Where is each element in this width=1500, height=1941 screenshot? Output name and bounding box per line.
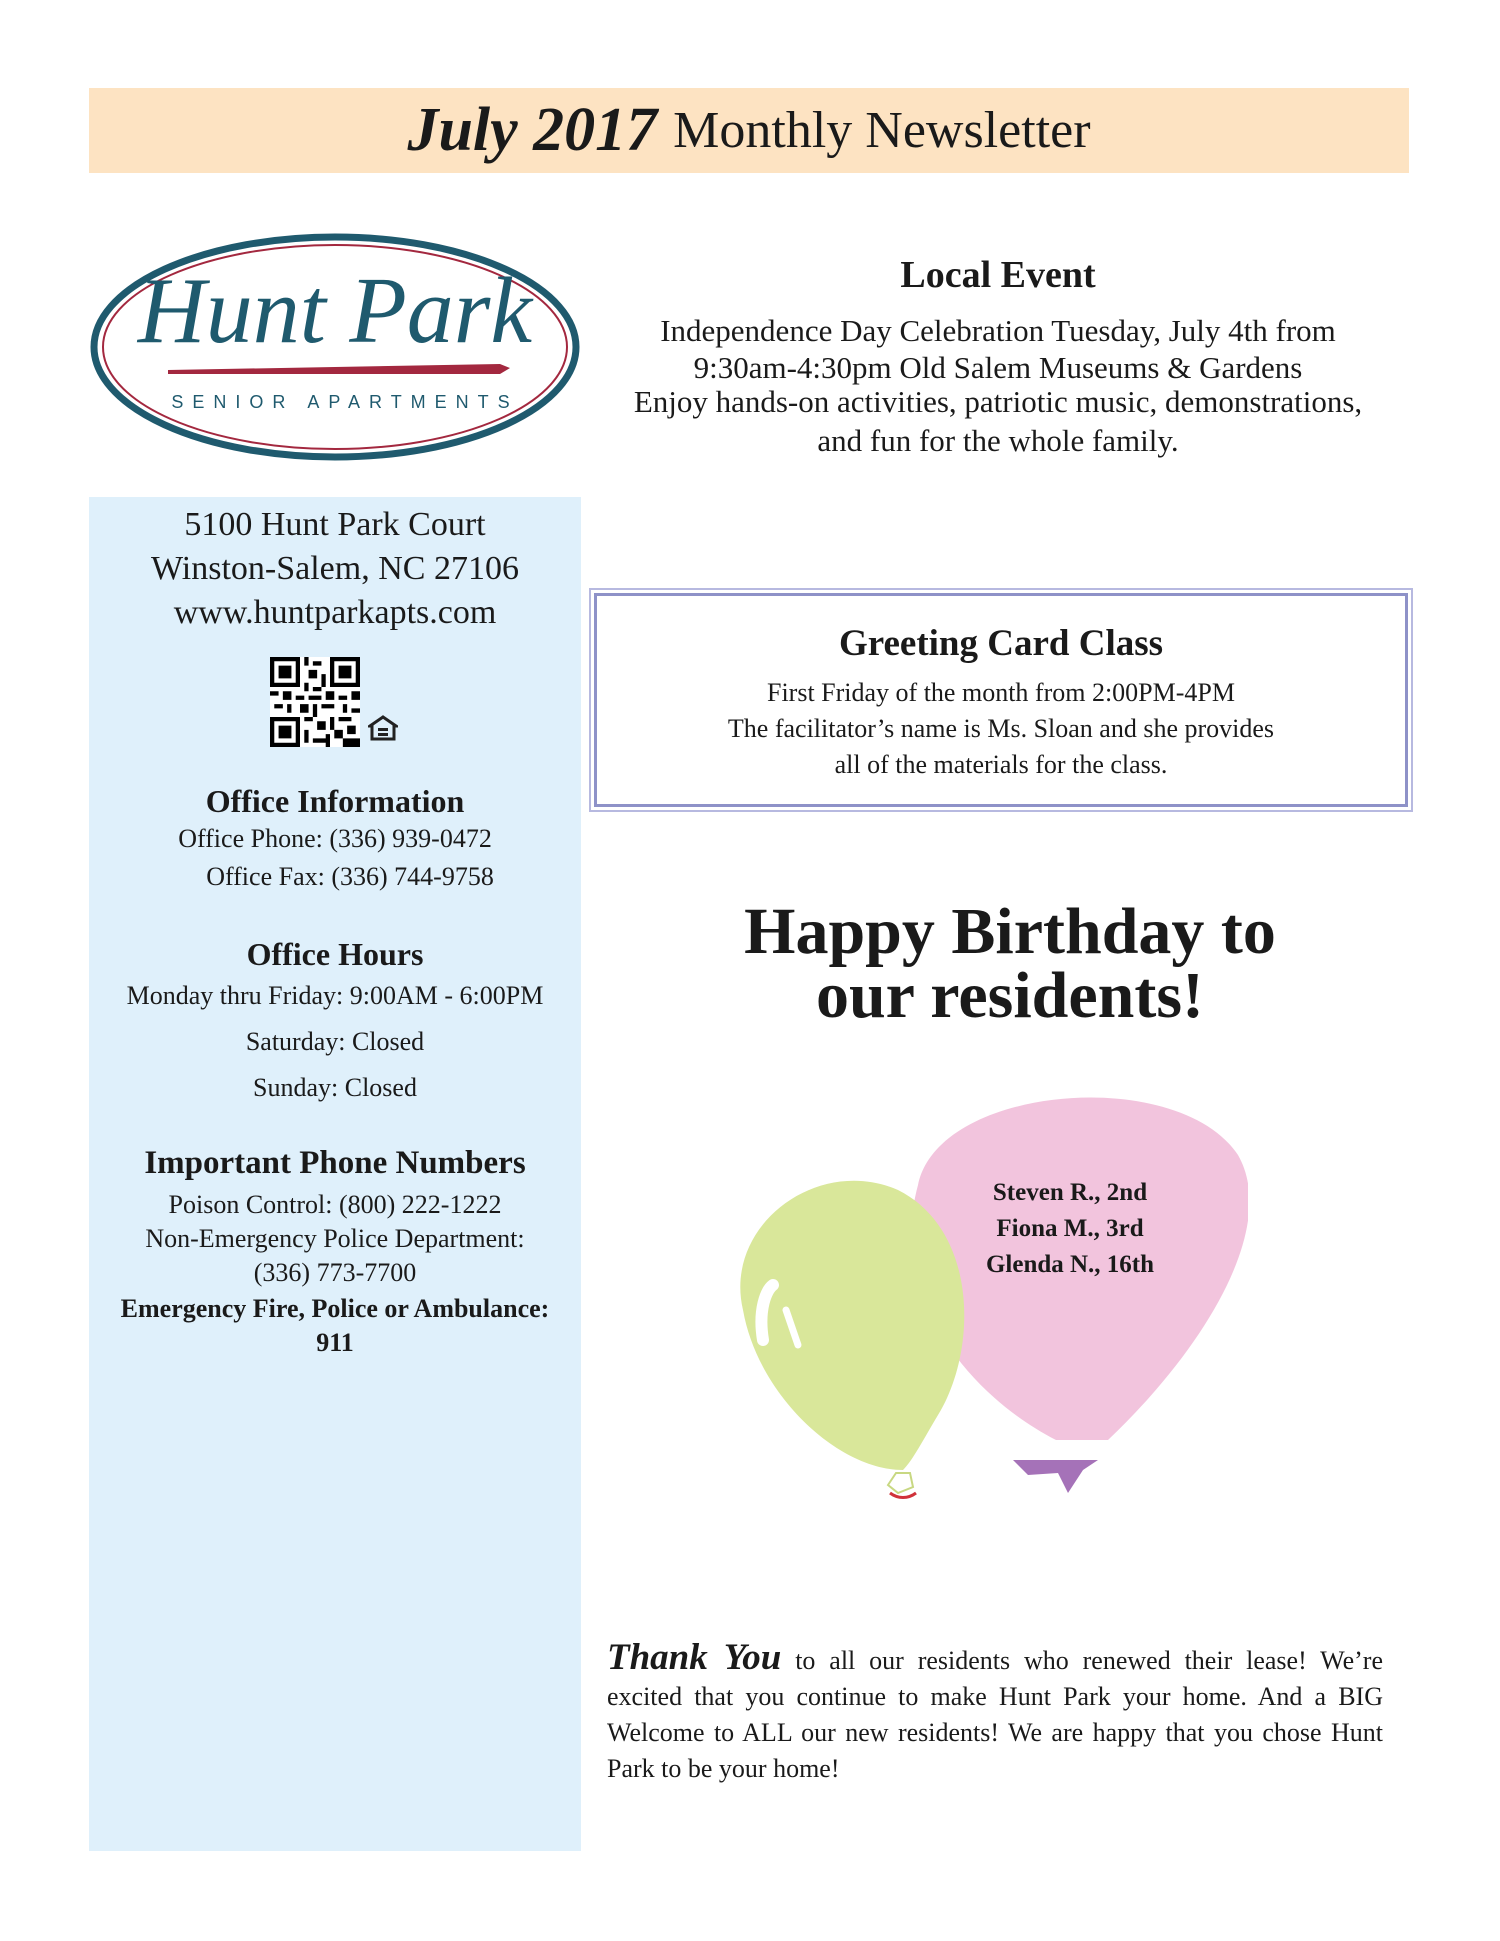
address-city: Winston-Salem, NC 27106 [151, 550, 519, 587]
newsletter-title: Monthly Newsletter [673, 102, 1091, 159]
police-label: Non-Emergency Police Department: [145, 1224, 525, 1253]
thank-you-body: to all our residents who renewed their lease! We’re excited that you continue to make Hunt Park your home. And a BIG Welcome to ALL our new residents! We are happy that you chose Hunt Park to be your home! [607, 1646, 1383, 1783]
newsletter-title-banner [89, 88, 1409, 173]
phone-numbers-heading: Important Phone Numbers [144, 1145, 526, 1181]
event-line-1: Independence Day Celebration Tuesday, July 4th from [660, 313, 1336, 348]
thank-you-paragraph [607, 1637, 1383, 1787]
local-event-section [594, 253, 1402, 461]
office-phone: Office Phone: (336) 939-0472 [178, 824, 492, 853]
office-hours-heading: Office Hours [246, 936, 424, 972]
office-fax: Office Fax: (336) 744-9758 [206, 862, 494, 891]
greeting-card-line-2: The facilitator’s name is Ms. Sloan and she provides [727, 714, 1275, 743]
event-line-2: 9:30am-4:30pm Old Salem Museums & Gardens [693, 350, 1303, 385]
event-line-4: and fun for the whole family. [817, 423, 1179, 458]
birthday-name-1: Steven R., 2nd [992, 1179, 1148, 1206]
event-line-3: Enjoy hands-on activities, patriotic music, demonstrations, [633, 384, 1363, 419]
birthday-name-2: Fiona M., 3rd [996, 1215, 1144, 1242]
greeting-card-line-3: all of the materials for the class. [834, 750, 1168, 779]
greeting-card-class-box [594, 593, 1408, 807]
police-number: (336) 773-7700 [253, 1258, 417, 1287]
equal-housing-icon [368, 715, 398, 741]
logo-name: Hunt Park [137, 259, 533, 363]
newsletter-month: July 2017 [407, 96, 658, 164]
hours-saturday: Saturday: Closed [245, 1027, 425, 1056]
emergency-number: 911 [316, 1328, 354, 1357]
address-street: 5100 Hunt Park Court [184, 506, 486, 543]
greeting-card-heading: Greeting Card Class [838, 623, 1164, 664]
birthday-names-list [940, 1175, 1200, 1283]
birthday-heading-line-2: our residents! [815, 959, 1205, 1032]
emergency-label: Emergency Fire, Police or Ambulance: [120, 1294, 550, 1323]
website-link[interactable]: www.huntparkapts.com [173, 594, 497, 631]
contact-sidebar [89, 497, 581, 1851]
hours-weekdays: Monday thru Friday: 9:00AM - 6:00PM [126, 981, 544, 1010]
birthday-name-3: Glenda N., 16th [985, 1251, 1155, 1278]
local-event-heading: Local Event [900, 254, 1096, 296]
office-info-heading: Office Information [205, 783, 465, 819]
birthday-heading-line-1: Happy Birthday to [744, 895, 1276, 968]
greeting-card-line-1: First Friday of the month from 2:00PM-4PM [766, 678, 1235, 707]
thank-you-lead: Thank You [607, 1637, 782, 1678]
birthday-heading [690, 895, 1330, 1032]
logo-subtitle: SENIOR APARTMENTS [171, 392, 519, 412]
hunt-park-logo [90, 232, 580, 462]
poison-control: Poison Control: (800) 222-1222 [168, 1190, 502, 1219]
birthday-balloons-icon [738, 1095, 1248, 1515]
qr-code-icon [270, 657, 360, 747]
hours-sunday: Sunday: Closed [253, 1073, 417, 1102]
